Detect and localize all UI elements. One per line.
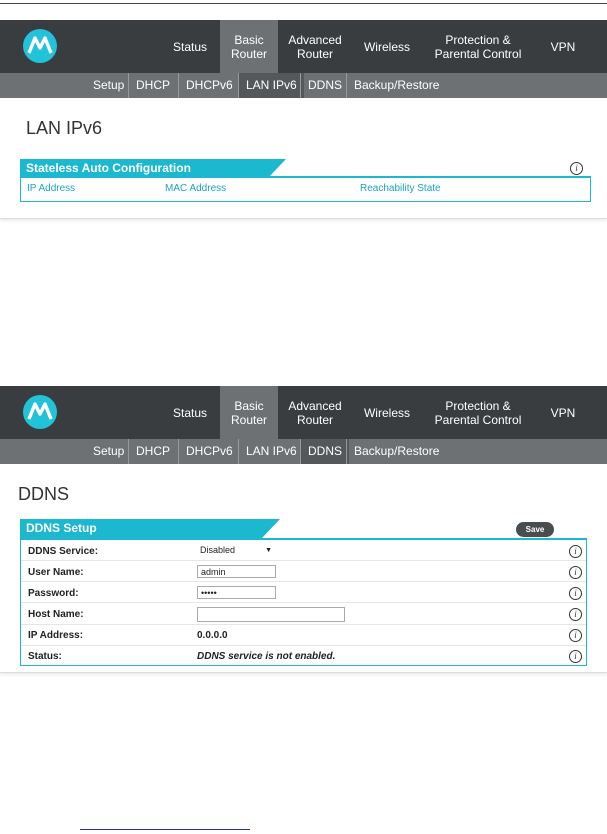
info-icon[interactable]: i xyxy=(569,608,582,621)
subnav-ddns[interactable]: DDNS xyxy=(300,439,349,464)
nav-advanced-router[interactable]: Advanced Router xyxy=(288,32,342,61)
footer-link-underline[interactable] xyxy=(80,829,250,830)
row-divider xyxy=(21,624,586,625)
subnav-ddns[interactable]: DDNS xyxy=(300,73,349,98)
row-divider xyxy=(21,645,586,646)
label-ddns-service: DDNS Service: xyxy=(28,546,99,557)
password-input[interactable]: ••••• xyxy=(197,586,276,599)
panel-title: Stateless Auto Configuration xyxy=(20,159,268,178)
subnav-lan-ipv6[interactable]: LAN IPv6 xyxy=(238,439,304,464)
sub-nav-bar xyxy=(0,73,607,98)
subnav-dhcpv6[interactable]: DHCPv6 xyxy=(178,73,240,98)
label-host-name: Host Name: xyxy=(28,609,84,620)
page-title: DDNS xyxy=(18,484,70,504)
info-icon[interactable]: i xyxy=(569,566,582,579)
subnav-setup[interactable]: Setup xyxy=(93,78,125,92)
label-user-name: User Name: xyxy=(28,567,84,578)
subnav-backup-restore[interactable]: Backup/Restore xyxy=(346,439,446,464)
subnav-lan-ipv6[interactable]: LAN IPv6 xyxy=(238,73,304,98)
user-name-input[interactable]: admin xyxy=(197,565,276,578)
nav-status[interactable]: Status xyxy=(172,39,208,54)
dropdown-arrow-icon: ▼ xyxy=(265,547,272,554)
row-divider xyxy=(21,602,586,603)
nav-basic-router[interactable]: Basic Router xyxy=(220,386,278,439)
row-divider xyxy=(21,581,586,582)
ddns-form xyxy=(20,538,587,666)
panel-title: DDNS Setup xyxy=(20,519,262,538)
nav-status[interactable]: Status xyxy=(172,405,208,420)
label-status: Status: xyxy=(28,651,62,662)
motorola-logo-icon[interactable] xyxy=(23,395,57,429)
results-table xyxy=(20,176,591,202)
info-icon[interactable]: i xyxy=(569,545,582,558)
column-header-ip-address: IP Address xyxy=(27,183,76,194)
main-nav-bar xyxy=(0,20,607,73)
motorola-logo-icon[interactable] xyxy=(23,29,57,63)
status-value: DDNS service is not enabled. xyxy=(197,651,336,662)
label-password: Password: xyxy=(28,588,79,599)
content-area xyxy=(0,464,607,673)
sub-nav-bar xyxy=(0,439,607,464)
screenshot-lan-ipv6 xyxy=(0,20,607,220)
nav-vpn[interactable]: VPN xyxy=(550,39,576,54)
nav-wireless[interactable]: Wireless xyxy=(363,405,410,420)
label-ip-address: IP Address: xyxy=(28,630,84,641)
subnav-setup[interactable]: Setup xyxy=(93,444,125,458)
subnav-dhcp[interactable]: DHCP xyxy=(128,73,177,98)
nav-protection-parental-control[interactable]: Protection & Parental Control xyxy=(434,398,522,427)
nav-advanced-router[interactable]: Advanced Router xyxy=(288,398,342,427)
info-icon[interactable]: i xyxy=(569,587,582,600)
info-icon[interactable]: i xyxy=(570,162,583,175)
subnav-dhcpv6[interactable]: DHCPv6 xyxy=(178,439,240,464)
nav-basic-router[interactable]: Basic Router xyxy=(220,20,278,73)
main-nav-bar xyxy=(0,386,607,439)
nav-protection-parental-control[interactable]: Protection & Parental Control xyxy=(434,32,522,61)
page-title: LAN IPv6 xyxy=(26,118,103,138)
info-icon[interactable]: i xyxy=(569,650,582,663)
subnav-dhcp[interactable]: DHCP xyxy=(128,439,177,464)
ddns-service-select[interactable] xyxy=(197,544,275,557)
ip-address-value: 0.0.0.0 xyxy=(197,630,228,641)
nav-vpn[interactable]: VPN xyxy=(550,405,576,420)
column-header-mac-address: MAC Address xyxy=(165,183,227,194)
content-area xyxy=(0,98,607,219)
info-icon[interactable]: i xyxy=(569,629,582,642)
column-header-reachability-state: Reachability State xyxy=(360,183,441,194)
nav-wireless[interactable]: Wireless xyxy=(363,39,410,54)
save-button[interactable]: Save xyxy=(516,522,554,537)
subnav-backup-restore[interactable]: Backup/Restore xyxy=(346,73,446,98)
row-divider xyxy=(21,560,586,561)
host-name-input[interactable] xyxy=(197,607,345,622)
page-top-rule xyxy=(0,0,607,4)
ddns-service-value: Disabled xyxy=(200,545,236,555)
screenshot-ddns xyxy=(0,386,607,676)
